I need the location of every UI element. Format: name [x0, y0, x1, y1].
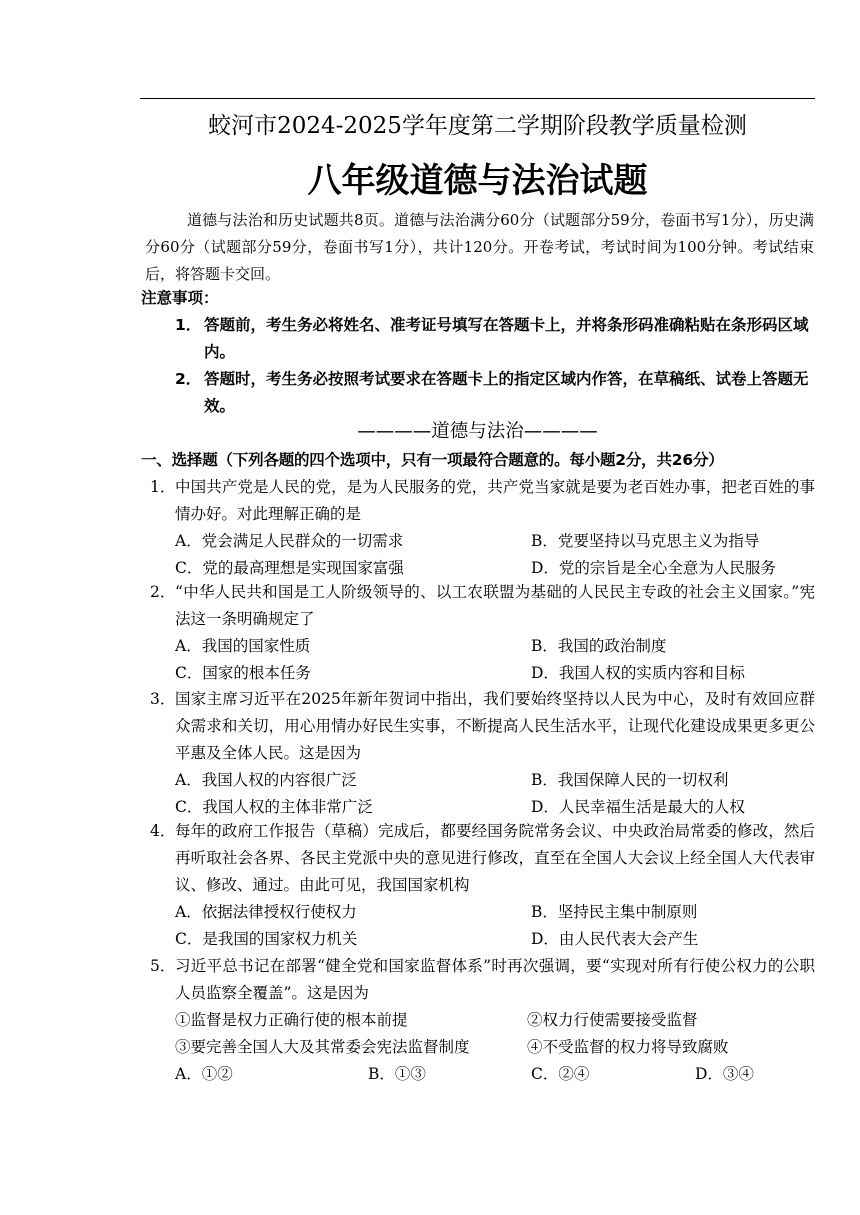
question-number: 5． [150, 957, 176, 975]
option-c[interactable]: C．我国人权的主体非常广泛 [175, 798, 373, 816]
exam-title: 八年级道德与法治试题 [307, 161, 648, 201]
option-d[interactable]: D．我国人权的实质内容和目标 [531, 664, 745, 682]
notice-title: 注意事项： [141, 289, 219, 307]
option-a[interactable]: A．我国人权的内容很广泛 [175, 771, 357, 789]
statement-4: ④不受监督的权力将导致腐败 [527, 1038, 729, 1056]
option-grid [175, 633, 815, 687]
notice-number: 2． [175, 370, 202, 388]
option-grid [175, 767, 815, 821]
option-a[interactable]: A．①② [175, 1065, 233, 1083]
statement-1: ①监督是权力正确行使的根本前提 [175, 1011, 408, 1029]
question-5 [150, 953, 815, 1088]
question-stem [150, 579, 815, 633]
option-d[interactable]: D．党的宗旨是全心全意为人民服务 [531, 559, 776, 577]
question-number: 1． [150, 478, 176, 496]
header-rule [140, 98, 815, 99]
option-a[interactable]: A．依据法律授权行使权力 [175, 903, 357, 921]
question-stem [150, 818, 815, 899]
question-2 [150, 579, 815, 687]
notice-text: 答题前，考生务必将姓名、准考证号填写在答题卡上，并将条形码准确粘贴在条形码区域内。 [204, 316, 809, 361]
option-b[interactable]: B．党要坚持以马克思主义为指导 [531, 532, 760, 550]
option-c[interactable]: C．是我国的国家权力机关 [175, 930, 358, 948]
option-c[interactable]: C．②④ [531, 1065, 590, 1083]
option-d[interactable]: D．由人民代表大会产生 [531, 930, 699, 948]
question-text: “中华人民共和国是工人阶级领导的、以工农联盟为基础的人民民主专政的社会主义国家。”宪法这一条明确规定了 [175, 583, 815, 628]
notice-number: 1． [175, 316, 202, 334]
option-b[interactable]: B．我国保障人民的一切权利 [531, 771, 729, 789]
option-a[interactable]: A．我国的国家性质 [175, 637, 311, 655]
question-number: 3． [150, 690, 176, 708]
option-c[interactable]: C．党的最高理想是实现国家富强 [175, 559, 404, 577]
section-heading: ————道德与法治———— [357, 421, 598, 442]
question-text: 国家主席习近平在2025年新年贺词中指出，我们要始终坚持以人民为中心，及时有效回应群众需求和关切，用心用情办好民生实事，不断提高人民生活水平，让现代化建设成果更多更公平惠及全体人民。这是因为 [175, 690, 815, 762]
statement-2: ②权力行使需要接受监督 [527, 1011, 698, 1029]
option-d[interactable]: D．③④ [695, 1065, 754, 1083]
question-text: 习近平总书记在部署“健全党和国家监督体系”时再次强调，要“实现对所有行使公权力的公职人员监察全覆盖”。这是因为 [175, 957, 815, 1002]
exam-subtitle: 蛟河市2024-2025学年度第二学期阶段教学质量检测 [208, 113, 747, 139]
question-1 [150, 474, 815, 582]
question-4 [150, 818, 815, 953]
question-3 [150, 686, 815, 821]
question-stem [150, 953, 815, 1007]
option-row [175, 1061, 815, 1088]
notice-item [175, 366, 815, 420]
option-d[interactable]: D．人民幸福生活是最大的人权 [531, 798, 745, 816]
option-c[interactable]: C．国家的根本任务 [175, 664, 311, 682]
notice-item [175, 312, 815, 366]
question-number: 4． [150, 822, 176, 840]
statement-grid [175, 1007, 815, 1061]
option-b[interactable]: B．我国的政治制度 [531, 637, 667, 655]
question-number: 2． [150, 583, 176, 601]
exam-intro: 道德与法治和历史试题共8页。道德与法治满分60分（试题部分59分，卷面书写1分），历史满分60分（试题部分59分，卷面书写1分），共计120分。开卷考试，考试时间为100分钟。考试结束后，将答题卡交回。 [145, 211, 814, 283]
option-a[interactable]: A．党会满足人民群众的一切需求 [175, 532, 404, 550]
option-grid [175, 528, 815, 582]
statement-3: ③要完善全国人大及其常委会宪法监督制度 [175, 1038, 470, 1056]
notice-text: 答题时，考生务必按照考试要求在答题卡上的指定区域内作答，在草稿纸、试卷上答题无效。 [204, 370, 809, 415]
question-stem [150, 474, 815, 528]
option-b[interactable]: B．坚持民主集中制原则 [531, 903, 698, 921]
option-b[interactable]: B．①③ [368, 1065, 426, 1083]
question-stem [150, 686, 815, 767]
question-text: 中国共产党是人民的党，是为人民服务的党，共产党当家就是要为老百姓办事，把老百姓的事情办好。对此理解正确的是 [175, 478, 815, 523]
question-text: 每年的政府工作报告（草稿）完成后，都要经国务院常务会议、中央政治局常委的修改，然后再听取社会各界、各民主党派中央的意见进行修改，直至在全国人大会议上经全国人大代表审议、修改、通过。由此可见，我国国家机构 [175, 822, 815, 894]
part-title: 一、选择题（下列各题的四个选项中，只有一项最符合题意的。每小题2分，共26分） [141, 451, 724, 469]
option-grid [175, 899, 815, 953]
